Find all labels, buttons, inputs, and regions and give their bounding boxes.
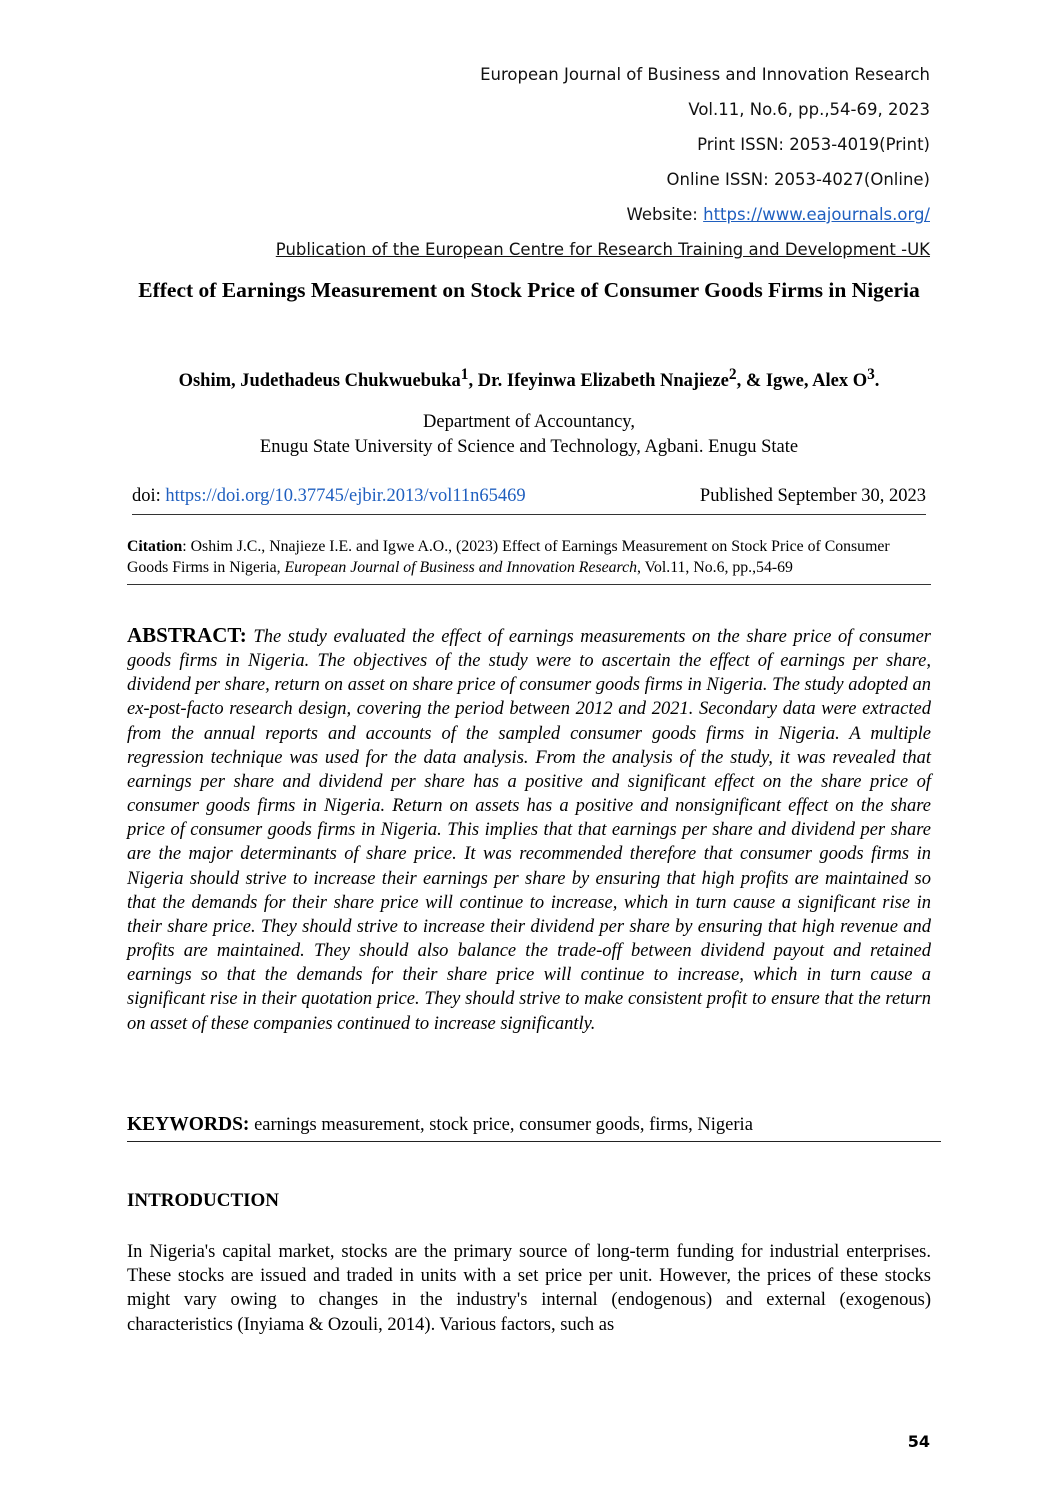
author-1-affil: 1 xyxy=(460,366,469,383)
keywords xyxy=(127,1113,941,1142)
doi-row xyxy=(132,484,926,515)
print-issn: Print ISSN: 2053-4019(Print) xyxy=(697,135,930,154)
published-date: Published September 30, 2023 xyxy=(699,486,926,506)
introduction-paragraph: In Nigeria's capital market, stocks are the primary source of long-term funding for industrial enterprises. These stocks are issued and traded in units with a set price per unit. However, the prices of these stocks might vary owing to changes in the industry's internal (endogenous) and external (exogenous) characteristics (Inyiama & Ozouli, 2014). Various factors, such as xyxy=(127,1242,931,1335)
department: Department of Accountancy, xyxy=(423,412,635,432)
page-number: 54 xyxy=(907,1432,930,1451)
paper-title: Effect of Earnings Measurement on Stock Price of Consumer Goods Firms in Nigeria xyxy=(138,278,920,302)
website-line xyxy=(480,202,930,237)
publisher-line: Publication of the European Centre for Research Training and Development -UK xyxy=(275,240,930,259)
doi-link[interactable]: https://doi.org/10.37745/ejbir.2013/vol11n65469 xyxy=(165,486,526,506)
abstract-label: ABSTRACT: xyxy=(127,623,247,647)
author-separator: , & xyxy=(736,371,766,392)
author-1: Oshim, Judethadeus Chukwuebuka xyxy=(178,371,461,392)
website-link[interactable]: https://www.eajournals.org/ xyxy=(703,205,930,224)
author-2: Dr. Ifeyinwa Elizabeth Nnajieze xyxy=(477,371,729,392)
citation xyxy=(127,536,931,585)
journal-name: European Journal of Business and Innovation Research xyxy=(480,65,930,84)
author-3-affil: 3 xyxy=(867,366,875,383)
author-2-affil: 2 xyxy=(728,366,737,383)
introduction-heading: INTRODUCTION xyxy=(127,1190,280,1211)
abstract-text: The study evaluated the effect of earnings measurements on the share price of consumer goods firms in Nigeria. The objectives of the study were to ascertain the effect of earnings per share, dividend per share, return on asset on share price of consumer goods firms in Nigeria. The study adopted an ex-post-facto research design, covering the period between 2012 and 2021. Secondary data were extracted from the annual reports and accounts of the sampled consumer goods firms in Nigeria. A multiple regression technique was used for the data analysis. From the analysis of the study, it was revealed that earnings per share and dividend per share has a positive and significant effect on the share price of consumer goods firms in Nigeria. Return on assets has a positive and nonsignificant effect on the share price of consumer goods firms in Nigeria. This implies that that earnings per share and dividend per share are the major determinants of share price. It was recommended therefore that consumer goods firms in Nigeria should strive to increase their earnings per share by ensuring that high profits are maintained so that the demands for their share price will continue to increase, which in turn cause a significant rise in their share price. They should strive to increase their dividend per share by ensuring that high revenue and profits are maintained. They should also balance the trade-off between dividend payout and retained earnings so that the demands for their share price will continue to increase, which in turn cause a significant rise in their quotation price. They should strive to make consistent profit to ensure that the return on asset of these companies continued to increase significantly. xyxy=(127,627,931,1034)
author-3: Igwe, Alex O xyxy=(765,371,868,392)
citation-text: : Oshim J.C., Nnajieze I.E. and Igwe A.O., (2023) Effect of Earnings Measurement on Stock Price of Consumer Goods Firms in Nigeria, xyxy=(127,538,890,576)
doi xyxy=(132,484,526,508)
keywords-text: earnings measurement, stock price, consumer goods, firms, Nigeria xyxy=(249,1115,753,1135)
journal-header xyxy=(480,62,930,237)
keywords-label: KEYWORDS: xyxy=(127,1114,250,1135)
online-issn: Online ISSN: 2053-4027(Online) xyxy=(666,170,930,189)
citation-journal: European Journal of Business and Innovation Research xyxy=(284,559,637,576)
abstract xyxy=(127,623,931,1036)
author-list xyxy=(128,362,930,394)
journal-volume: Vol.11, No.6, pp.,54-69, 2023 xyxy=(688,100,930,119)
citation-volume: , Vol.11, No.6, pp.,54-69 xyxy=(636,559,793,576)
affiliation xyxy=(128,410,930,460)
author-end: . xyxy=(874,371,880,392)
doi-label: doi: xyxy=(132,486,166,506)
author-separator: , xyxy=(468,371,478,392)
website-label: Website: xyxy=(626,205,704,224)
citation-label: Citation xyxy=(127,538,183,555)
university: Enugu State University of Science and Technology, Agbani. Enugu State xyxy=(259,437,799,457)
